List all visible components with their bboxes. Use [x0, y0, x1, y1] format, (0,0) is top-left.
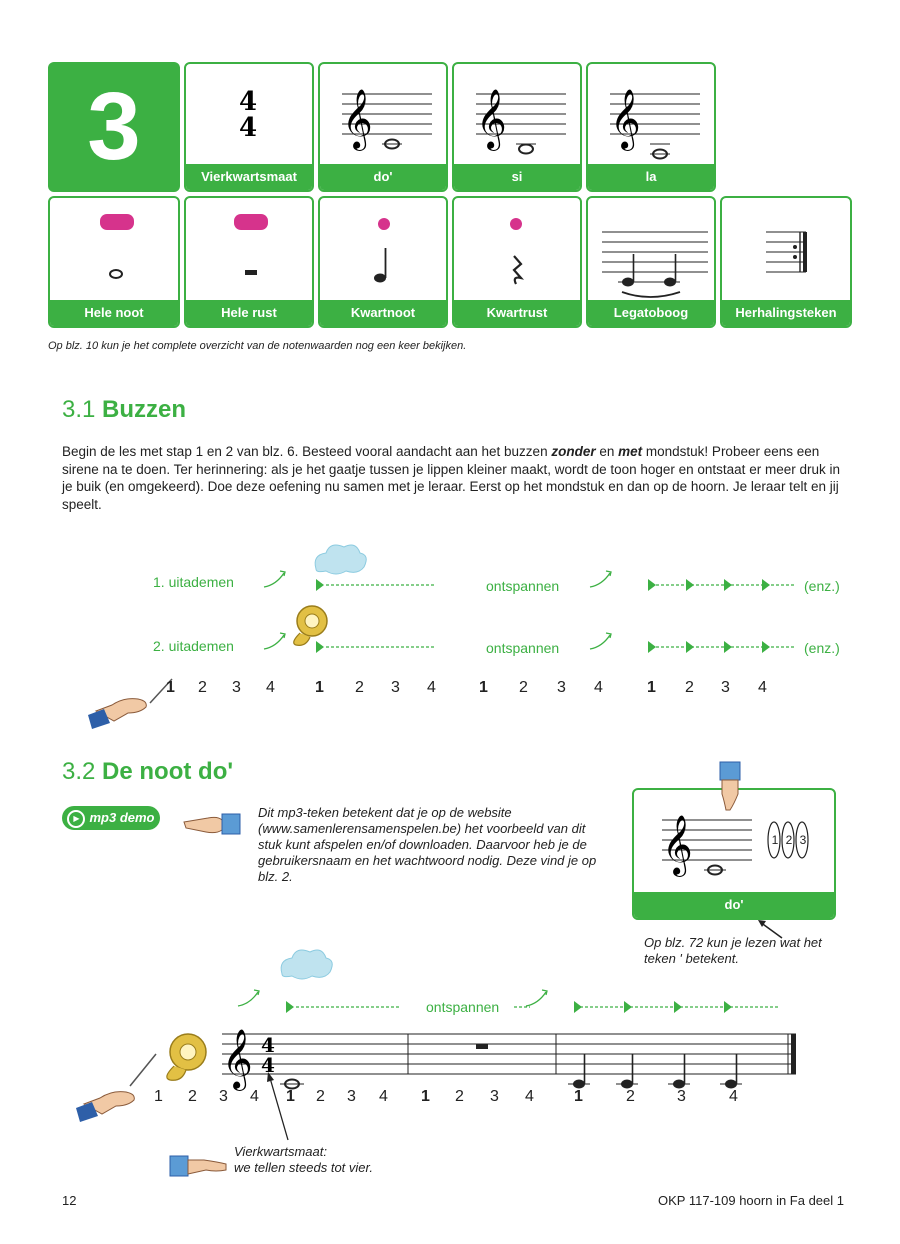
staff-si-icon: [454, 64, 582, 168]
exhale-label-1: 1. uitademen: [153, 574, 234, 590]
whole-rest-icon: [186, 198, 314, 304]
card-vierkwartsmaat: [184, 62, 314, 192]
card-label: la: [588, 164, 714, 190]
card-hele-rust: [184, 196, 314, 328]
page-number: 12: [62, 1193, 77, 1208]
count-number: 3: [677, 1088, 686, 1105]
card-label: Legatoboog: [588, 300, 714, 326]
conductor-hand-icon: [88, 679, 172, 729]
count-number: 2: [626, 1088, 635, 1105]
card-label: do': [634, 892, 834, 918]
count-number: 4: [594, 679, 603, 696]
svg-text:𝄞: 𝄞: [476, 89, 507, 149]
card-label: do': [320, 164, 446, 190]
svg-text:𝄞: 𝄞: [222, 1029, 253, 1089]
count-number: 2: [355, 679, 364, 696]
repeat-sign-icon: [722, 198, 852, 304]
card-label: Hele rust: [186, 300, 312, 326]
card-label: si: [454, 164, 580, 190]
finger-number: 1: [771, 833, 779, 847]
card-legatoboog: [586, 196, 716, 328]
count-number: 3: [391, 679, 400, 696]
count-number: 4: [758, 679, 767, 696]
tick-note: Op blz. 72 kun je lezen wat het teken ' betekent.: [644, 935, 822, 966]
overview-note: Op blz. 10 kun je het complete overzicht van de notenwaarden nog een keer bekijken.: [48, 340, 467, 352]
staff-la-icon: [588, 64, 716, 168]
card-kwartrust: [452, 196, 582, 328]
meter-note: Vierkwartsmaat: we tellen steeds tot vier.: [234, 1144, 373, 1175]
count-number: 4: [379, 1088, 388, 1105]
card-label: Kwartrust: [454, 300, 580, 326]
air-cloud-icon: [315, 545, 366, 574]
card-kwartnoot: [318, 196, 448, 328]
card-label: Hele noot: [50, 300, 178, 326]
finger-number: 2: [785, 833, 793, 847]
count-number: 3: [490, 1088, 499, 1105]
section-3-1-text: Begin de les met stap 1 en 2 van blz. 6. Besteed vooral aandacht aan het buzzen zonder en met mondstuk! Probeer eens een sirene na te doen. Ter herinnering: als je het gaatje tussen je lippen kleiner maakt, wordt de toon hoger en ontstaat er meer druk in je buik (en omgekeerd). Doe deze oefening nu samen met je leraar. Eerst op het mondstuk en dan op de hoorn. Je leraar telt en jij speelt.: [62, 444, 840, 512]
play-icon: ▶: [67, 810, 85, 828]
pointing-down-hand-icon: [710, 760, 750, 816]
time-signature-top: 4: [261, 1033, 275, 1057]
etc-label-2: (enz.): [804, 640, 840, 656]
book-title: OKP 117-109 hoorn in Fa deel 1: [658, 1193, 844, 1208]
count-number: 1: [421, 1088, 430, 1105]
card-hele-noot: [48, 196, 180, 328]
svg-text:𝄞: 𝄞: [342, 89, 373, 149]
count-number: 1: [154, 1088, 163, 1105]
slur-icon: [588, 198, 716, 304]
staff-do-icon: [320, 64, 448, 168]
pointing-hand-icon: [182, 810, 242, 838]
horn-icon: [167, 1034, 206, 1080]
time-signature-icon: [186, 64, 314, 168]
horn-icon: [294, 606, 327, 645]
count-number: 3: [557, 679, 566, 696]
pointing-hand-icon-2: [168, 1152, 228, 1180]
count-number: 1: [315, 679, 324, 696]
mp3-demo-badge[interactable]: ▶ mp3 demo: [62, 806, 160, 830]
count-number: 2: [316, 1088, 325, 1105]
card-label: Kwartnoot: [320, 300, 446, 326]
count-number: 1: [479, 679, 488, 696]
quarter-note-icon: [320, 198, 448, 304]
chapter-number: 3: [48, 62, 180, 192]
svg-text:𝄞: 𝄞: [610, 89, 641, 149]
count-number: 1: [647, 679, 656, 696]
count-number: 4: [729, 1088, 738, 1105]
count-number: 1: [166, 679, 175, 696]
exhale-label-2: 2. uitademen: [153, 638, 234, 654]
count-number: 3: [347, 1088, 356, 1105]
count-number: 4: [250, 1088, 259, 1105]
section-3-1-heading: 3.1 Buzzen: [62, 396, 187, 423]
count-number: 4: [266, 679, 275, 696]
section-3-2-heading: 3.2 De noot do': [62, 758, 234, 785]
air-cloud-icon: [281, 950, 332, 979]
breathing-exercise-diagram: [0, 525, 900, 735]
card-la: [586, 62, 716, 192]
mp3-explanation: Dit mp3-teken betekent dat je op de website (www.samenlerensamenspelen.be) het voorbeeld van dit stuk kunt afspelen en/of downloaden. Daarvoor heb je de gebruikersnaam en het wachtwoord nodig. Deze vind je op blz. 2.: [258, 805, 597, 884]
count-number: 1: [574, 1088, 583, 1105]
svg-text:4: 4: [238, 113, 258, 143]
whole-note-icon: [50, 198, 180, 304]
svg-text:𝄞: 𝄞: [662, 815, 693, 875]
card-label: Herhalingsteken: [722, 300, 850, 326]
time-signature-bottom: 4: [261, 1053, 275, 1077]
count-number: 2: [198, 679, 207, 696]
relax-label-1: ontspannen: [486, 578, 560, 594]
count-number: 3: [721, 679, 730, 696]
count-number: 2: [188, 1088, 197, 1105]
count-number: 4: [525, 1088, 534, 1105]
relax-label-2: ontspannen: [486, 640, 560, 656]
quarter-rest-icon: [454, 198, 582, 304]
count-number: 4: [427, 679, 436, 696]
count-number: 1: [286, 1088, 295, 1105]
card-label: Vierkwartsmaat: [186, 164, 312, 190]
do-exercise-staff: [0, 948, 900, 1148]
etc-label-1: (enz.): [804, 578, 840, 594]
count-number: 3: [219, 1088, 228, 1105]
card-herhalingsteken: [720, 196, 852, 328]
svg-text:4: 4: [238, 87, 258, 117]
count-number: 2: [455, 1088, 464, 1105]
count-number: 2: [519, 679, 528, 696]
conductor-hand-icon: [76, 1054, 156, 1122]
relax-label-3: ontspannen: [426, 999, 500, 1015]
card-si: [452, 62, 582, 192]
count-number: 2: [685, 679, 694, 696]
finger-number: 3: [799, 833, 807, 847]
count-number: 3: [232, 679, 241, 696]
card-do: [318, 62, 448, 192]
